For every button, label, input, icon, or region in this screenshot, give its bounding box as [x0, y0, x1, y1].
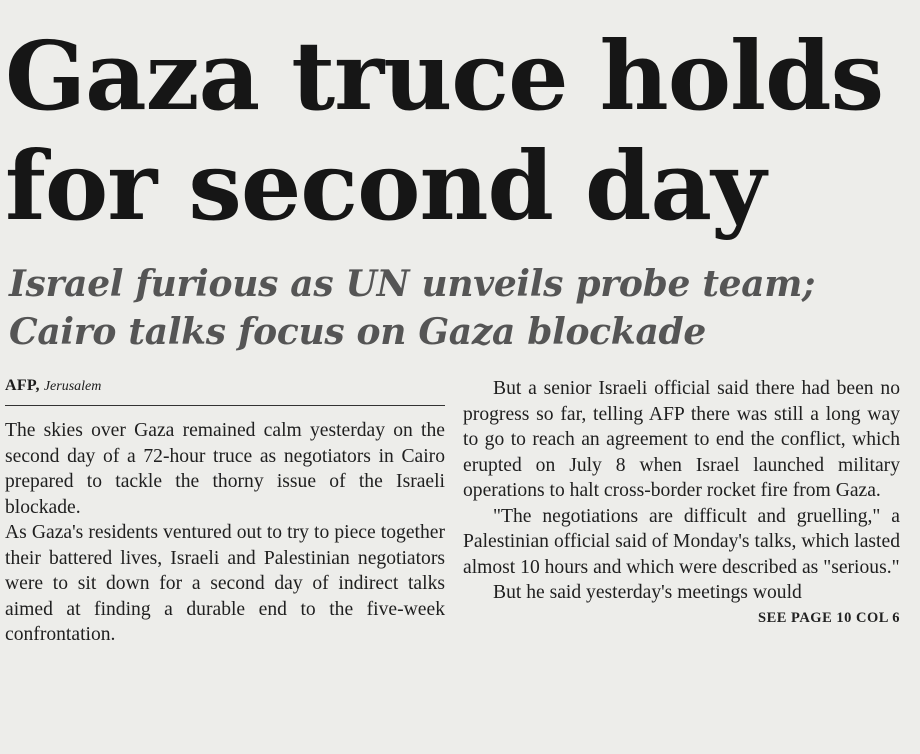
headline-line-2: for second day — [5, 131, 766, 242]
left-paragraph-1: The skies over Gaza remained calm yesterday on the second day of a 72-hour truce as negotiators in Cairo prepared to tackle the thorny issue of the Israeli blockade. — [5, 420, 445, 518]
left-paragraph-2: As Gaza's residents ventured out to try to piece together their battered lives, Israeli and Palestinian negotiators were to sit down for a second day of indirect talks aimed at finding a durable end to the five-week confrontation. — [5, 522, 445, 645]
subheadline-line-2: Cairo talks focus on Gaza blockade — [9, 311, 706, 353]
left-column — [5, 376, 445, 648]
right-paragraph-2: "The negotiations are difficult and gruelling," a Palestinian official said of Monday's talks, which lasted almost 10 hours and which were described as "serious." — [463, 505, 900, 578]
right-paragraph-3: But he said yesterday's meetings would — [493, 582, 802, 603]
subheadline-line-1: Israel furious as UN unveils probe team; — [9, 263, 816, 305]
right-column — [463, 376, 900, 648]
subheadline — [9, 260, 900, 356]
dateline-agency: AFP, — [5, 377, 40, 394]
right-paragraph-1: But a senior Israeli official said there had been no progress so far, telling AFP there was still a long way to go to reach an agreement to end the conflict, which erupted on July 8 when Israel launched military operations to halt cross-border rocket fire from Gaza. — [463, 378, 900, 501]
continuation-jump-line: SEE PAGE 10 COL 6 — [758, 609, 900, 626]
headline — [5, 22, 900, 242]
dateline-place: Jerusalem — [43, 379, 102, 394]
dateline — [5, 376, 445, 406]
article-columns — [5, 376, 900, 648]
headline-line-1: Gaza truce holds — [5, 21, 884, 132]
